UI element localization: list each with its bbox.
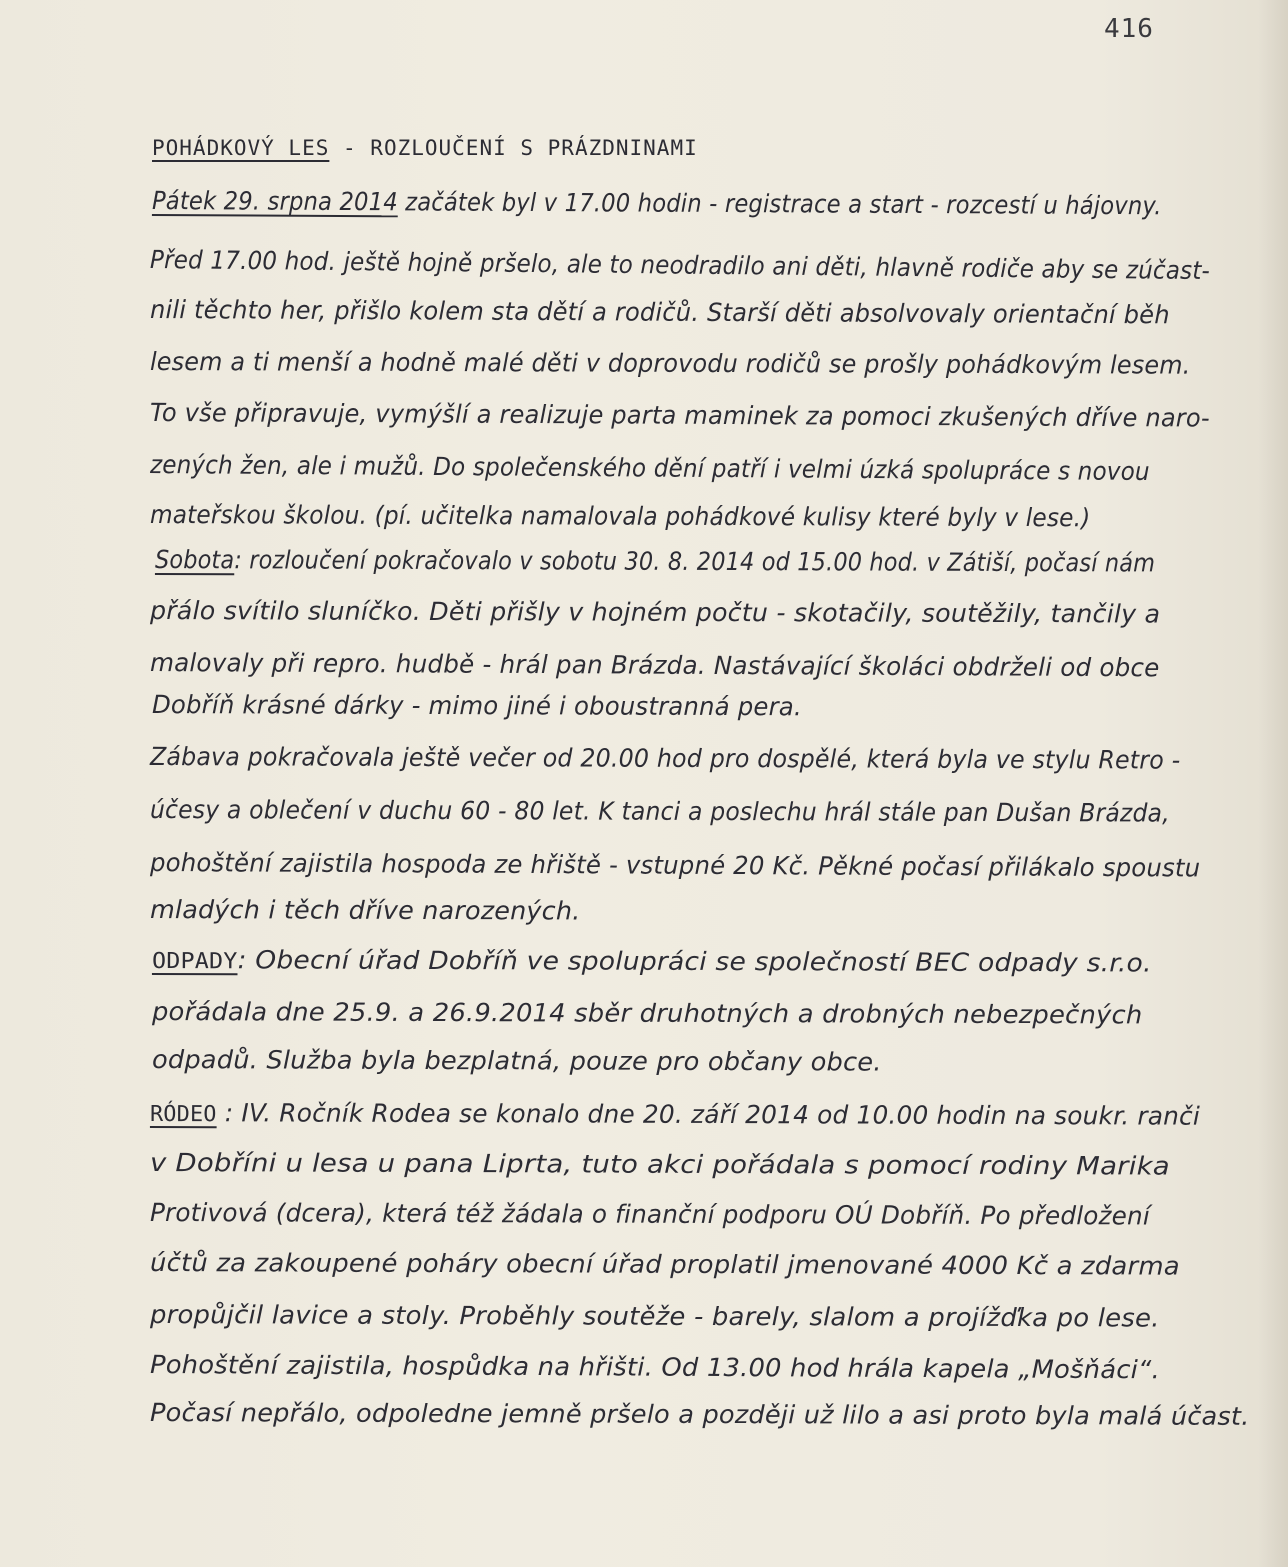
line-text: Protivová (dcera), která též žádala o finanční podporu OÚ Dobříň. Po předložení [149,1198,1150,1231]
line-text: začátek byl v 17.00 hodin - registrace a start - rozcestí u hájovny. [397,187,1162,221]
handwritten-line [150,500,1091,532]
line-text: odpadů. Služba byla bezplatná, pouze pro občany obce. [151,1045,882,1077]
handwritten-line [150,648,1160,682]
title-main: POHÁDKOVÝ LES [152,136,330,160]
handwritten-line [152,1045,882,1077]
handwritten-line [150,1248,1180,1281]
line-text: přálo svítilo sluníčko. Děti přišly v hojném počtu - skotačily, soutěžily, tančily a [149,596,1161,629]
handwritten-line [150,1148,1170,1181]
handwritten-line [150,398,1210,433]
line-text: pořádala dne 25.9. a 26.9.2014 sběr druhotných a drobných nebezpečných [151,997,1143,1030]
section-label: RÓDEO [149,1102,217,1128]
handwritten-line [150,742,1180,775]
line-text: Počasí nepřálo, odpoledne jemně pršelo a později už lilo a asi proto byla malá účast. [149,1398,1250,1431]
page-title [152,136,698,160]
handwritten-line [150,450,1150,486]
handwritten-line [150,795,1170,828]
handwritten-line [152,186,1162,220]
handwritten-line [150,295,1170,329]
handwritten-line [150,1398,1250,1431]
line-text: To vše připravuje, vymýšlí a realizuje parta maminek za pomoci zkušených dříve naro- [149,398,1210,433]
line-text: propůjčil lavice a stoly. Proběhly soutěže - barely, slalom a projížďka po lese. [149,1300,1160,1333]
line-text: : Obecní úřad Dobříň ve spolupráci se společností BEC odpady s.r.o. [237,945,1152,978]
handwritten-line [150,895,581,926]
line-text: mateřskou školou. (pí. učitelka namalovala pohádkové kulisy které byly v lese.) [149,500,1091,533]
line-text: : IV. Ročník Rodea se konalo dne 20. září 2014 od 10.00 hodin na soukr. ranči [216,1098,1201,1131]
handwritten-line [150,596,1160,629]
line-text: Zábava pokračovala ještě večer od 20.00 hod pro dospělé, která byla ve stylu Retro - [149,742,1181,775]
line-text: malovaly při repro. hudbě - hrál pan Brázda. Nastávající školáci obdrželi od obce [149,648,1160,683]
page-number: 416 [1104,14,1154,44]
section-label: Pátek 29. srpna 2014 [151,186,398,217]
handwritten-line [155,545,1155,577]
line-text: účtů za zakoupené poháry obecní úřad proplatil jmenované 4000 Kč a zdarma [149,1248,1180,1281]
handwritten-line [150,245,1210,285]
section-label: ODPADY [151,949,238,975]
handwritten-line [150,347,1191,380]
handwritten-line [152,997,1143,1029]
handwritten-line [152,690,802,721]
handwritten-line [150,1300,1160,1333]
handwritten-line [150,1198,1150,1230]
line-text: lesem a ti menší a hodně malé děti v doprovodu rodičů se prošly pohádkovým lesem. [149,347,1191,380]
line-text: Před 17.00 hod. ještě hojně pršelo, ale to neodradilo ani děti, hlavně rodiče aby se zúčast- [149,245,1211,286]
title-rest: - ROZLOUČENÍ S PRÁZDNINAMI [329,136,698,160]
handwritten-line [150,1350,1160,1384]
page-edge-shadow [1258,0,1288,1567]
section-label: Sobota [154,545,235,575]
line-text: nili těchto her, přišlo kolem sta dětí a rodičů. Starší děti absolvovaly orientační běh [149,295,1170,330]
line-text: v Dobříni u lesa u pana Liprta, tuto akci pořádala s pomocí rodiny Marika [149,1148,1170,1181]
line-text: Dobříň krásné dárky - mimo jiné i oboustranná pera. [151,690,802,722]
line-text: : rozloučení pokračovalo v sobotu 30. 8. 2014 od 15.00 hod. v Zátiší, počasí nám [234,545,1156,578]
handwritten-line [152,945,1152,977]
line-text: Pohoštění zajistila, hospůdka na hřišti. Od 13.00 hod hrála kapela „Mošňáci“. [149,1350,1161,1385]
handwritten-line [150,1098,1200,1131]
handwritten-line [150,848,1200,882]
line-text: mladých i těch dříve narozených. [149,895,581,926]
line-text: pohoštění zajistila hospoda ze hřiště - vstupné 20 Kč. Pěkné počasí přilákalo spoustu [149,848,1201,883]
line-text: zených žen, ale i mužů. Do společenského dění patří i velmi úzká spolupráce s novou [149,450,1150,486]
line-text: účesy a oblečení v duchu 60 - 80 let. K tanci a poslechu hrál stále pan Dušan Brázda, [149,795,1170,828]
